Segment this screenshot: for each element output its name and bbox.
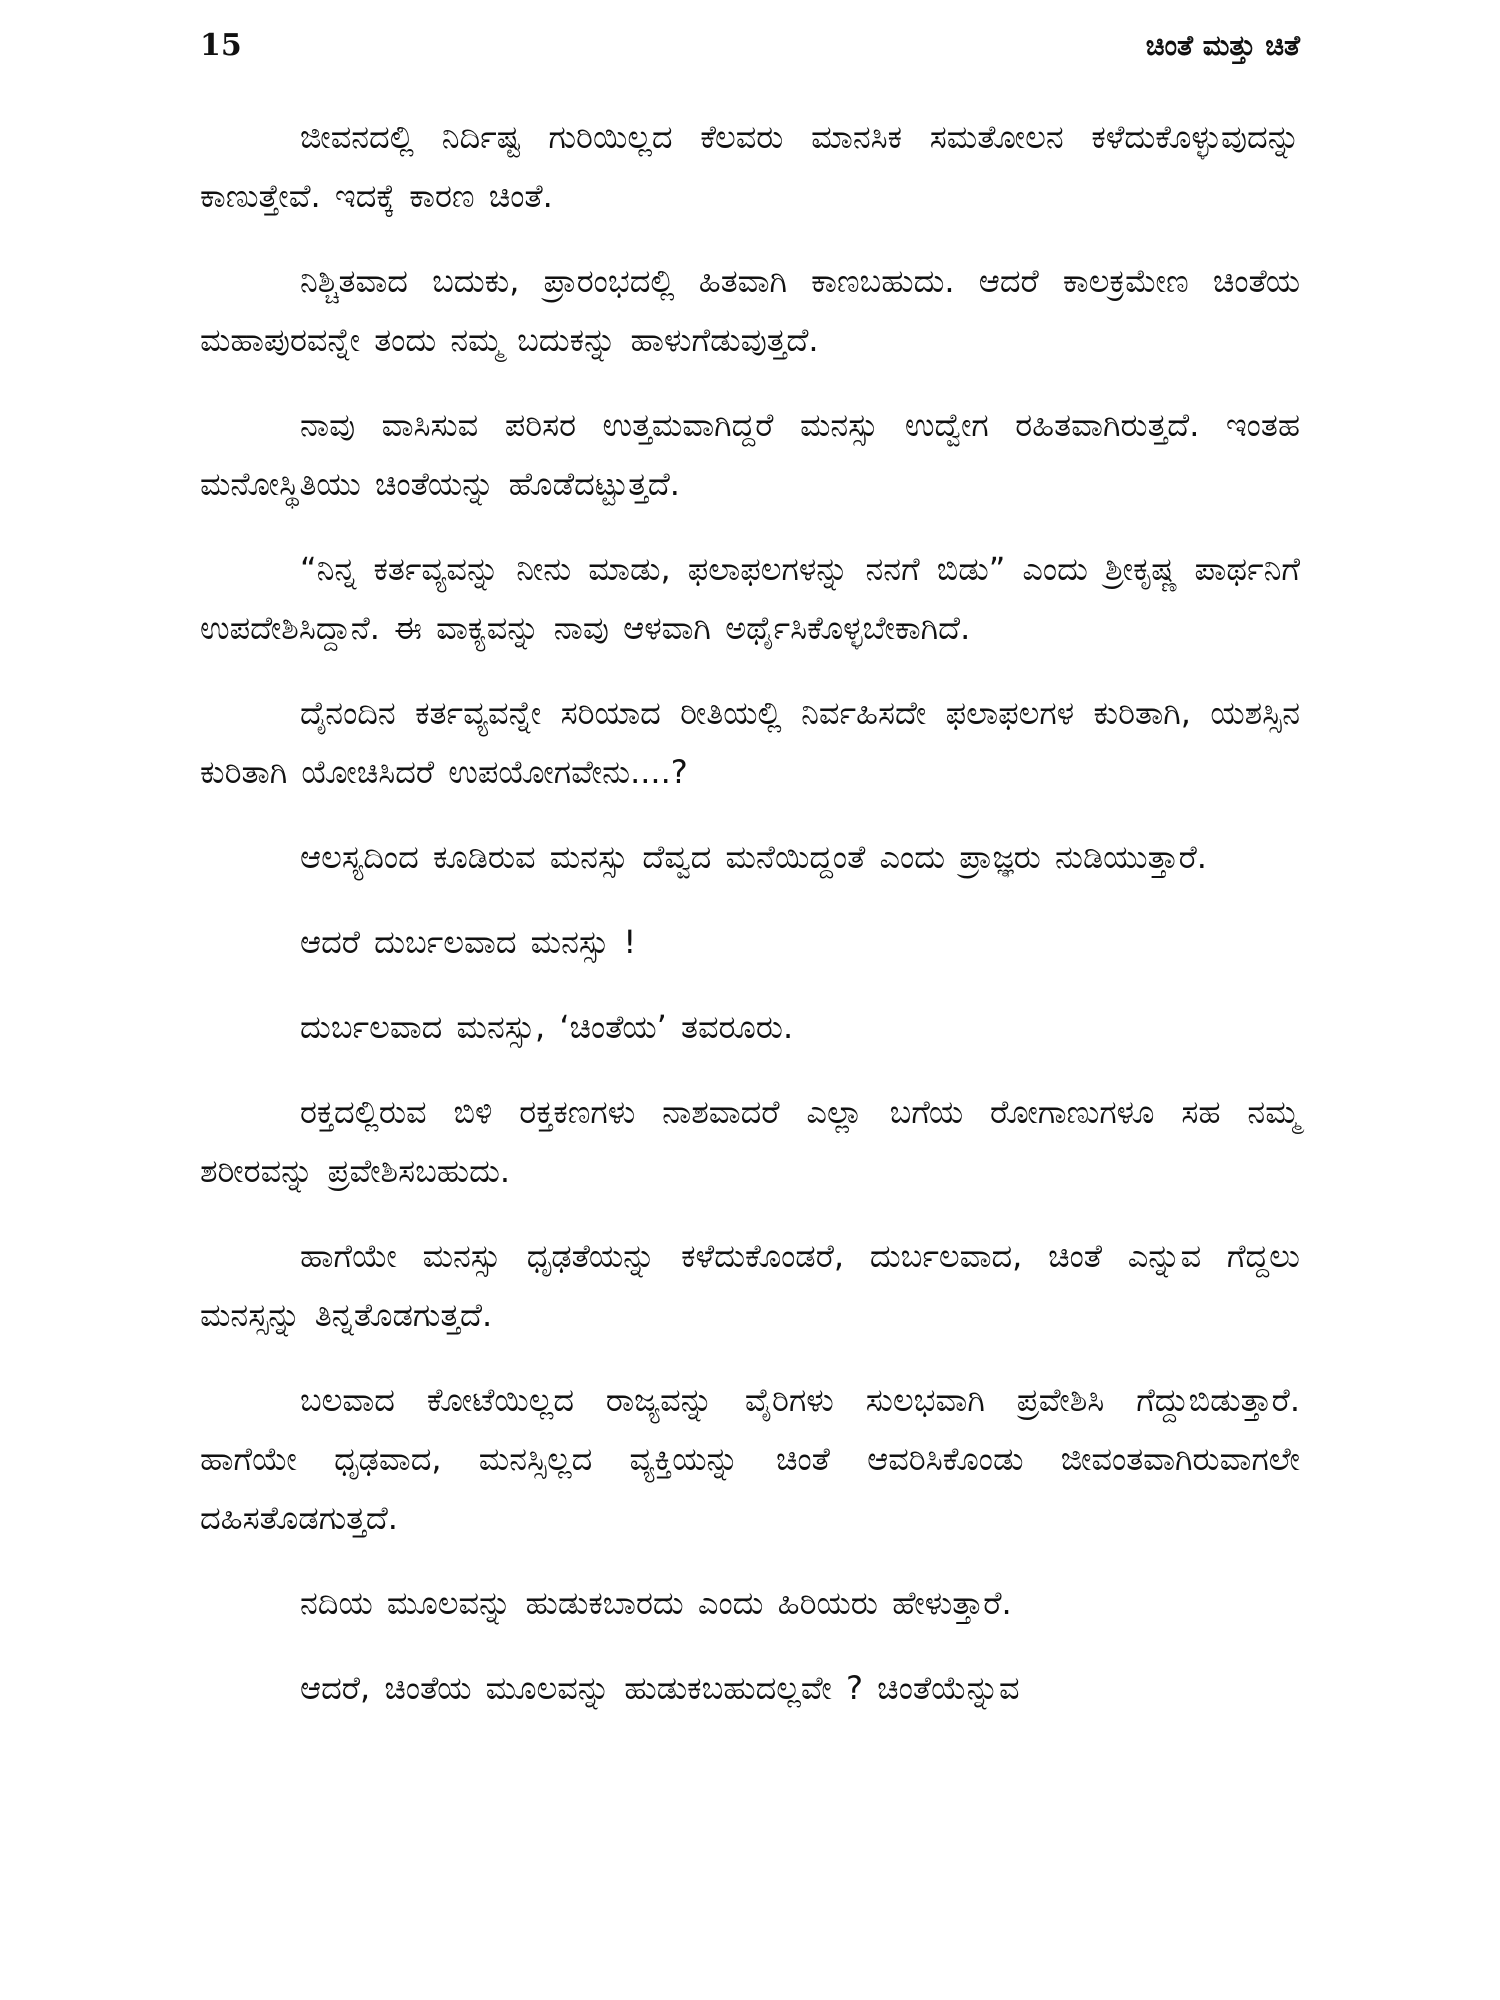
paragraph: ಆಲಸ್ಯದಿಂದ ಕೂಡಿರುವ ಮನಸ್ಸು ದೆವ್ವದ ಮನೆಯಿದ್ದಂತೆ ಎಂದು ಪ್ರಾಜ್ಞರು ನುಡಿಯುತ್ತಾರೆ. <box>300 838 1207 876</box>
paragraph: “ನಿನ್ನ ಕರ್ತವ್ಯವನ್ನು ನೀನು ಮಾಡು, ಫಲಾಫಲಗಳನ್ನು ನನಗೆ ಬಿಡು” ಎಂದು ಶ್ರೀಕೃಷ್ಣ ಪಾರ್ಥನಿಗೆ ಉಪದೇಶಿಸಿದ್ದಾನೆ. ಈ ವಾಕ್ಯವನ್ನು ನಾವು ಆಳವಾಗಿ ಅರ್ಥೈಸಿಕೊಳ್ಳಬೇಕಾಗಿದೆ. <box>200 550 1300 647</box>
page-number: 15 <box>200 28 242 63</box>
body-text <box>200 108 1300 1718</box>
paragraph: ದೈನಂದಿನ ಕರ್ತವ್ಯವನ್ನೇ ಸರಿಯಾದ ರೀತಿಯಲ್ಲಿ ನಿರ್ವಹಿಸದೇ ಫಲಾಫಲಗಳ ಕುರಿತಾಗಿ, ಯಶಸ್ಸಿನ ಕುರಿತಾಗಿ ಯೋಚಿಸಿದರೆ ಉಪಯೋಗವೇನು....? <box>200 694 1300 791</box>
paragraph: ಬಲವಾದ ಕೋಟೆಯಿಲ್ಲದ ರಾಜ್ಯವನ್ನು ವೈರಿಗಳು ಸುಲಭವಾಗಿ ಪ್ರವೇಶಿಸಿ ಗೆದ್ದುಬಿಡುತ್ತಾರೆ. ಹಾಗೆಯೇ ಧೃಢವಾದ, ಮನಸ್ಸಿಲ್ಲದ ವ್ಯಕ್ತಿಯನ್ನು ಚಿಂತೆ ಆವರಿಸಿಕೊಂಡು ಜೀವಂತವಾಗಿರುವಾಗಲೇ ದಹಿಸತೊಡಗುತ್ತದೆ. <box>200 1381 1300 1537</box>
paragraph: ಜೀವನದಲ್ಲಿ ನಿರ್ದಿಷ್ಟ ಗುರಿಯಿಲ್ಲದ ಕೆಲವರು ಮಾನಸಿಕ ಸಮತೋಲನ ಕಳೆದುಕೊಳ್ಳುವುದನ್ನು ಕಾಣುತ್ತೇವೆ. ಇದಕ್ಕೆ ಕಾರಣ ಚಿಂತೆ. <box>200 118 1300 215</box>
book-title: ಚಿಂತೆ ಮತ್ತು ಚಿತೆ <box>1145 29 1300 62</box>
paragraph: ನಾವು ವಾಸಿಸುವ ಪರಿಸರ ಉತ್ತಮವಾಗಿದ್ದರೆ ಮನಸ್ಸು ಉದ್ವೇಗ ರಹಿತವಾಗಿರುತ್ತದೆ. ಇಂತಹ ಮನೋಸ್ಥಿತಿಯು ಚಿಂತೆಯನ್ನು ಹೊಡೆದಟ್ಟುತ್ತದೆ. <box>200 406 1300 503</box>
paragraph: ಆದರೆ, ಚಿಂತೆಯ ಮೂಲವನ್ನು ಹುಡುಕಬಹುದಲ್ಲವೇ ? ಚಿಂತೆಯೆನ್ನುವ <box>300 1669 1020 1707</box>
paragraph: ಹಾಗೆಯೇ ಮನಸ್ಸು ಧೃಢತೆಯನ್ನು ಕಳೆದುಕೊಂಡರೆ, ದುರ್ಬಲವಾದ, ಚಿಂತೆ ಎನ್ನುವ ಗೆದ್ದಲು ಮನಸ್ಸನ್ನು ತಿನ್ನತೊಡಗುತ್ತದೆ. <box>200 1237 1300 1334</box>
paragraph: ದುರ್ಬಲವಾದ ಮನಸ್ಸು, ‘ಚಿಂತೆಯ’ ತವರೂರು. <box>300 1008 794 1046</box>
running-header <box>200 18 1300 74</box>
paragraph: ಆದರೆ ದುರ್ಬಲವಾದ ಮನಸ್ಸು ! <box>300 923 637 961</box>
paragraph: ನಿಶ್ಚಿತವಾದ ಬದುಕು, ಪ್ರಾರಂಭದಲ್ಲಿ ಹಿತವಾಗಿ ಕಾಣಬಹುದು. ಆದರೆ ಕಾಲಕ್ರಮೇಣ ಚಿಂತೆಯ ಮಹಾಪುರವನ್ನೇ ತಂದು ನಮ್ಮ ಬದುಕನ್ನು ಹಾಳುಗೆಡುವುತ್ತದೆ. <box>200 262 1300 359</box>
paragraph: ರಕ್ತದಲ್ಲಿರುವ ಬಿಳಿ ರಕ್ತಕಣಗಳು ನಾಶವಾದರೆ ಎಲ್ಲಾ ಬಗೆಯ ರೋಗಾಣುಗಳೂ ಸಹ ನಮ್ಮ ಶರೀರವನ್ನು ಪ್ರವೇಶಿಸಬಹುದು. <box>200 1093 1300 1190</box>
paragraph: ನದಿಯ ಮೂಲವನ್ನು ಹುಡುಕಬಾರದು ಎಂದು ಹಿರಿಯರು ಹೇಳುತ್ತಾರೆ. <box>300 1584 1012 1622</box>
